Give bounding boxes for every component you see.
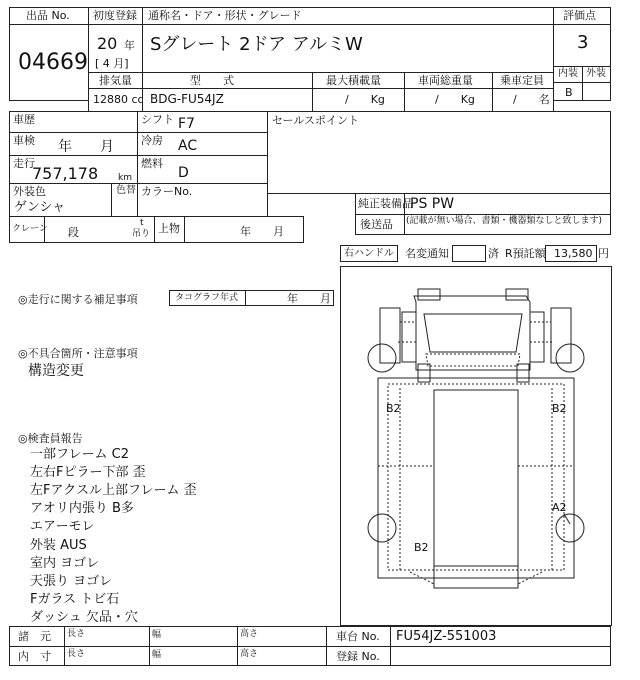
inspector-line: Fガラス トビ石 (30, 592, 120, 607)
defect-label: ◎不具合箇所・注意事項 (18, 347, 138, 360)
name-change-label: 名変通知 (405, 247, 449, 260)
inspector-line: 外装 AUS (30, 538, 87, 553)
displacement-value: 12880 cc (93, 93, 144, 106)
color-no-label: 色替 (116, 185, 136, 196)
chassis-no: FU54JZ-551003 (396, 629, 497, 644)
inner-row-label: 内 寸 (18, 650, 51, 663)
damage-mark: A2 (552, 501, 567, 514)
mileage-label: 走行 (13, 157, 35, 170)
interior-grade: B (565, 86, 573, 99)
recycle-fee-label: R預託額 (505, 247, 546, 260)
grade-value: 3 (577, 32, 589, 53)
capacity-value: / 名 (513, 93, 550, 106)
height-label: 高さ (240, 629, 259, 639)
lot-no-label: 出品 No. (26, 9, 70, 22)
model-name-label: 通称名・ドア・形状・グレード (148, 9, 302, 22)
chassis-label: 車台 No. (336, 630, 380, 643)
inspector-line: ダッシュ 欠品・穴 (30, 610, 138, 625)
fuel-label: 燃料 (141, 157, 163, 170)
ext-color-label: 外装色 (13, 185, 46, 198)
inspector-line: 左右Fピラー下部 歪 (30, 465, 146, 480)
recycle-fee-unit: 円 (598, 247, 609, 260)
first-reg-year: 20 (97, 34, 118, 53)
height-label: 高さ (240, 649, 259, 659)
inspector-line: 天張り ヨゴレ (30, 574, 113, 589)
shift-value: F7 (178, 116, 195, 132)
aircon-value: AC (178, 138, 198, 154)
first-reg-year-unit: 年 (124, 39, 135, 52)
name-change-box (452, 245, 486, 262)
first-reg-label: 初度登録 (93, 9, 137, 22)
inspector-line: 室内 ヨゴレ (30, 556, 100, 571)
inspector-line: アオリ内張り B多 (30, 501, 134, 516)
width-label: 幅 (152, 630, 162, 640)
mileage-unit: km (118, 173, 132, 183)
gross-weight-value: / Kg (435, 93, 475, 106)
driving-remarks-label: ◎走行に関する補足事項 (18, 293, 138, 306)
width-label: 幅 (152, 650, 162, 660)
grade-label: 評価点 (563, 9, 596, 22)
recycle-fee-value: 13,580 (554, 247, 593, 260)
damage-mark: B2 (552, 402, 567, 415)
damage-mark: B2 (414, 541, 429, 554)
length-label: 長さ (67, 649, 86, 659)
inspector-line: 左Fアクスル上部フレーム 歪 (30, 483, 197, 498)
fuel-value: D (178, 165, 189, 181)
inspector-label: ◎検査員報告 (18, 432, 83, 445)
inspection-value: 年 月 (58, 139, 114, 155)
crane-top-label: 上物 (158, 222, 180, 235)
history-label: 車歴 (13, 113, 35, 126)
max-load-value: / Kg (345, 93, 385, 106)
max-load-label: 最大積載量 (326, 74, 381, 87)
reg-no-label: 登録 No. (336, 650, 380, 663)
crane-lift-t: t (140, 218, 144, 228)
aftermarket-label: 後送品 (360, 218, 393, 231)
damage-mark: B2 (386, 402, 401, 415)
crane-stage: 段 (68, 226, 79, 239)
lot-no: 04669 (18, 50, 88, 75)
crane-top-value: 年 月 (240, 225, 284, 238)
sales-point-label: セールスポイント (272, 114, 360, 127)
aftermarket-note: (記載が無い場合、書類・機器類なしと致します) (406, 216, 603, 226)
capacity-label: 乗車定員 (500, 74, 544, 87)
length-label: 長さ (67, 629, 86, 639)
shift-label: シフト (141, 113, 174, 126)
recycle-label: 済 (488, 247, 499, 260)
aircon-label: 冷房 (141, 134, 163, 147)
vehicle-damage-diagram (340, 266, 612, 626)
crane-lift-tsuri: 吊り (132, 229, 151, 239)
defect-line: 構造変更 (28, 363, 84, 379)
first-reg-month: [ 4 月] (95, 57, 129, 70)
tacho-label: タコグラフ年式 (175, 293, 239, 303)
color-code-label: カラーNo. (141, 185, 193, 198)
inspection-label: 車検 (13, 134, 35, 147)
mileage-value: 757,178 (32, 164, 99, 183)
tacho-value: 年 月 (287, 292, 331, 305)
inspector-line: 一部フレーム C2 (30, 447, 129, 462)
std-equip-value: PS PW (410, 196, 455, 212)
model-name: Sグレート 2ドア アルミW (150, 34, 363, 55)
displacement-label: 排気量 (99, 74, 132, 87)
interior-label: 内装 (558, 68, 578, 79)
rhd-label: 右ハンドル (344, 248, 394, 259)
exterior-label: 外装 (586, 68, 606, 79)
model-code-label: 型 式 (190, 74, 234, 87)
ext-color-value: ゲンシャ (14, 200, 66, 215)
inspector-line: エアーモレ (30, 519, 95, 534)
crane-label: クレーン (12, 224, 48, 234)
std-equip-label: 純正装備品 (358, 197, 413, 210)
model-code-value: BDG-FU54JZ (150, 92, 224, 106)
gross-weight-label: 車両総重量 (418, 74, 473, 87)
spec-row-label: 諸 元 (18, 630, 51, 643)
